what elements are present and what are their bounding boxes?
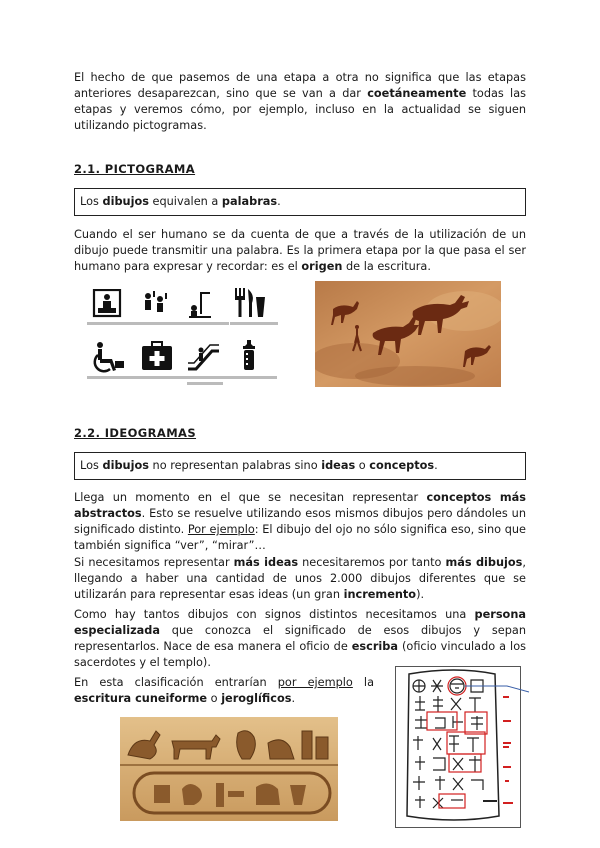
icon-caption xyxy=(135,376,183,379)
icon-caption xyxy=(135,322,183,325)
shower-icon xyxy=(186,289,220,321)
ideogramas-paragraph-4: En esta clasificación entrarían por ejemplo la escritura cuneiforme o jeroglíficos. xyxy=(74,676,374,705)
pictograma-paragraph: Cuando el ser humano se da cuenta de que a través de la utilización de un dibujo puede transmitir una palabra. Es la primera etapa por la que pasa el ser humano para expresar y recordar: es el origen de la escritura. xyxy=(74,228,526,273)
information-desk-icon xyxy=(92,289,126,321)
icon-caption xyxy=(187,382,223,385)
ideogramas-paragraph-1: Llega un momento en el que se necesitan representar conceptos más abstractos. Esto se resuelve utilizando esos mismos dibujos pero dándoles un significado distinto. Por ejemplo: El dibujo del ojo no sólo significa eso, sino que también significa “ver”, “mirar”… xyxy=(74,491,526,552)
icon-caption xyxy=(230,322,278,325)
icon-caption xyxy=(181,376,229,379)
baby-bottle-icon xyxy=(232,339,266,371)
meeting-point-icon xyxy=(140,289,174,321)
icon-caption xyxy=(229,376,277,379)
section-heading-ideogramas: 2.2. IDEOGRAMAS xyxy=(74,426,197,440)
definition-box-ideogramas: Los dibujos no representan palabras sino ideas o conceptos. xyxy=(74,452,526,480)
ideogramas-paragraph-3: Como hay tantos dibujos con signos distintos necesitamos una persona especializada que conozca el significado de esos dibujos y sepan representarlos. Nace de esa manera el oficio de escriba (oficio vinculado a los sacerdotes y el templo). xyxy=(74,608,526,669)
section-heading-pictograma: 2.1. PICTOGRAMA xyxy=(74,162,196,176)
intro-paragraph: El hecho de que pasemos de una etapa a otra no significa que las etapas anteriores desaparezcan, sino que se van a dar coetáneamente todas las etapas y veremos cómo, por ejemplo, incluso en la actualidad se siguen utilizando pictogramas. xyxy=(74,71,526,132)
definition-box-pictograma: Los dibujos equivalen a palabras. xyxy=(74,188,526,216)
cuneiform-tablet-image xyxy=(395,666,530,828)
icon-caption xyxy=(87,376,135,379)
ideogramas-paragraph-2: Si necesitamos representar más ideas necesitaremos por tanto más dibujos, llegando a haber una cantidad de unos 2.000 dibujos diferentes que se utilizarán para representar esas ideas (un gran incremento). xyxy=(74,556,526,601)
icon-caption xyxy=(87,322,135,325)
hieroglyphs-image xyxy=(120,717,338,821)
icon-caption xyxy=(181,322,229,325)
restaurant-icon xyxy=(232,287,266,319)
cave-painting-image xyxy=(315,281,501,387)
first-aid-icon xyxy=(140,341,174,373)
accessibility-icon xyxy=(92,341,126,373)
escalator-icon xyxy=(186,341,220,373)
